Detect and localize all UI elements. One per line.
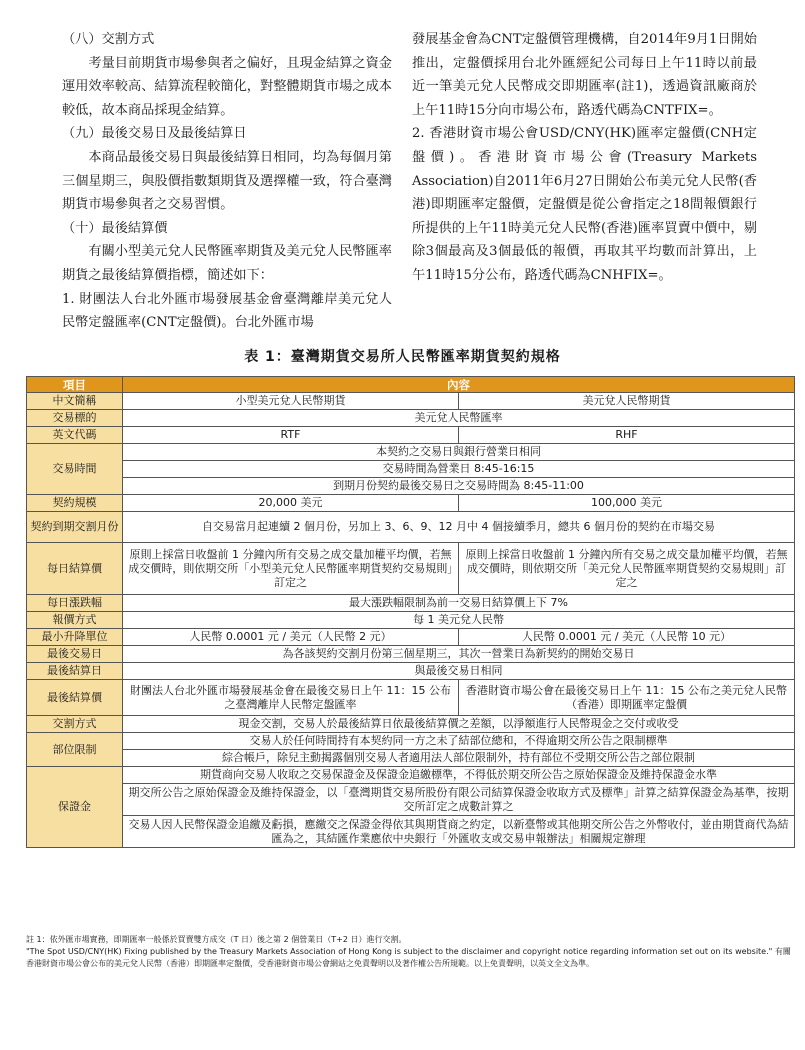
table-row (27, 784, 795, 816)
table-cell: 期貨商向交易人收取之交易保證金及保證金追繳標準，不得低於期交所公告之原始保證金及維持保證金水準 (123, 767, 795, 784)
table-row (27, 393, 795, 410)
contract-spec-table (26, 376, 795, 848)
table-cell: 人民幣 0.0001 元 / 美元（人民幣 10 元） (459, 629, 795, 646)
table-cell: 期交所公告之原始保證金及維持保證金，以「臺灣期貨交易所股份有限公司結算保證金收取方式及標準」計算之結算保證金為基準，按期交所訂定之成數計算之 (123, 784, 795, 816)
table-cell: RTF (123, 427, 459, 444)
table-row (27, 680, 795, 716)
row-label: 最後交易日 (27, 646, 123, 663)
table-cell: 原則上採當日收盤前 1 分鐘內所有交易之成交量加權平均價，若無成交價時，則依期交所「小型美元兌人民幣匯率期貨契約交易規則」訂定之 (123, 543, 459, 595)
footnotes (26, 934, 794, 970)
section-heading-last-trading-day: （九）最後交易日及最後結算日 (62, 126, 247, 142)
footnote-disclaimer: "The Spot USD/CNY(HK) Fixing published by the Treasury Markets Association of Hong Kong is subject to the disclaimer and copyright notice regarding information set out on its website." 有關香港財資市場公會公布的美元兌人民幣（香港）即期匯率定盤價，受香港財資市場公會網站之免責聲明以及著作權公告所規範。以上免責聲明，以英文全文為準。 (26, 947, 791, 968)
table-row (27, 767, 795, 784)
section-heading-final-settlement-price: （十）最後結算價 (62, 220, 168, 236)
table-cell: 美元兌人民幣匯率 (123, 410, 795, 427)
table-row (27, 646, 795, 663)
table-cell: 交易時間為營業日 8:45-16:15 (123, 461, 795, 478)
row-label: 交割方式 (27, 716, 123, 733)
header-content: 內容 (123, 377, 795, 393)
table-cell: 每 1 美元兌人民幣 (123, 612, 795, 629)
table-row (27, 444, 795, 461)
table-row (27, 612, 795, 629)
table-row (27, 663, 795, 680)
paragraph-settlement-method: 考量目前期貨市場參與者之偏好，且現金結算之資金運用效率較高、結算流程較簡化，對整體期貨市場之成本較低，故本商品採現金結算。 (62, 55, 392, 118)
table-cell: 現金交割，交易人於最後結算日依最後結算價之差額，以淨額進行人民幣現金之交付或收受 (123, 716, 795, 733)
footnote-1: 註 1：依外匯市場實務，即期匯率一般係於買賣雙方成交（T 日）後之第 2 個營業日（T+2 日）進行交割。 (26, 935, 407, 944)
row-label: 最後結算價 (27, 680, 123, 716)
table-row (27, 733, 795, 750)
table-row (27, 750, 795, 767)
row-label: 每日結算價 (27, 543, 123, 595)
row-label: 部位限制 (27, 733, 123, 767)
row-label: 中文簡稱 (27, 393, 123, 410)
table-header-row (27, 377, 795, 393)
table-cell: 財團法人台北外匯市場發展基金會在最後交易日上午 11：15 公布之臺灣離岸人民幣定盤匯率 (123, 680, 459, 716)
row-label: 每日漲跌幅 (27, 595, 123, 612)
row-label: 英文代碼 (27, 427, 123, 444)
table-row (27, 543, 795, 595)
table-cell: RHF (459, 427, 795, 444)
table-cell: 自交易當月起連續 2 個月份，另加上 3、6、9、12 月中 4 個接續季月，總共 6 個月份的契約在市場交易 (123, 512, 795, 543)
table-row (27, 716, 795, 733)
section-heading-settlement-method: （八）交割方式 (62, 32, 155, 47)
table-row (27, 629, 795, 646)
table-cell: 本契約之交易日與銀行營業日相同 (123, 444, 795, 461)
table-row (27, 816, 795, 848)
table-cell: 交易人於任何時間持有本契約同一方之未了結部位總和，不得逾期交所公告之限制標準 (123, 733, 795, 750)
table-cell: 交易人因人民幣保證金追繳及虧損，應繳交之保證金得依其與期貨商之約定，以新臺幣或其他期交所公告之外幣收付，並由期貨商代為結匯為之，其結匯作業應依中央銀行「外匯收支或交易申報辦法」相關規定辦理 (123, 816, 795, 848)
row-label: 契約到期交割月份 (27, 512, 123, 543)
table-cell: 100,000 美元 (459, 495, 795, 512)
table-row (27, 427, 795, 444)
row-label: 最後結算日 (27, 663, 123, 680)
table-cell: 原則上採當日收盤前 1 分鐘內所有交易之成交量加權平均價，若無成交價時，則依期交所「美元兌人民幣匯率期貨契約交易規則」訂定之 (459, 543, 795, 595)
table-row (27, 410, 795, 427)
table-cell: 20,000 美元 (123, 495, 459, 512)
table-cell: 小型美元兌人民幣期貨 (123, 393, 459, 410)
paragraph-final-settlement-price: 有關小型美元兌人民幣匯率期貨及美元兌人民幣匯率期貨之最後結算價指標，簡述如下： (62, 244, 392, 283)
paragraph-cnt-fixing-continued: 發展基金會為CNT定盤價管理機構，自2014年9月1日開始推出，定盤價採用台北外匯經紀公司每日上午11時以前最近一筆美元兌人民幣成交即期匯率(註1)，透過資訊廠商於上午11時15分向市場公布，路透代碼為CNTFIX=。 (412, 32, 757, 118)
paragraph-last-trading-day: 本商品最後交易日與最後結算日相同，均為每個月第三個星期三，與股價指數類期貨及選擇權一致，符合臺灣期貨市場參與者之交易習慣。 (62, 149, 392, 213)
table-row (27, 512, 795, 543)
table-cell: 綜合帳戶，除兒主動揭露個別交易人者適用法人部位限制外，持有部位不受期交所公告之部位限制 (123, 750, 795, 767)
row-label: 保證金 (27, 767, 123, 848)
table-row (27, 461, 795, 478)
table-cell: 為各該契約交割月份第三個星期三，其次一營業日為新契約的開始交易日 (123, 646, 795, 663)
right-text-column (412, 28, 757, 288)
table-row (27, 478, 795, 495)
row-label: 契約規模 (27, 495, 123, 512)
table-row (27, 495, 795, 512)
table-cell: 最大漲跌幅限制為前一交易日結算價上下 7% (123, 595, 795, 612)
left-text-column (62, 28, 392, 335)
table-cell: 香港財資市場公會在最後交易日上午 11：15 公布之美元兌人民幣（香港）即期匯率定盤價 (459, 680, 795, 716)
table-cell: 到期月份契約最後交易日之交易時間為 8:45-11:00 (123, 478, 795, 495)
row-label: 最小升降單位 (27, 629, 123, 646)
table-row (27, 595, 795, 612)
paragraph-cnh-fixing: 2. 香港財資市場公會USD/CNY(HK)匯率定盤價(CNH定盤價)。香港財資市場公會(Treasury Markets Association)自2011年6月27日開始公布美元兌人民幣(香港)即期匯率定盤價，定盤價是從公會指定之18間報價銀行所提供的上午11時美元兌人民幣(香港)匯率買賣中價中，剔除3個最高及3個最低的報價，再取其平均數而計算出，上午11時15分公布，路透代碼為CNHFIX=。 (412, 126, 757, 283)
table-cell: 人民幣 0.0001 元 / 美元（人民幣 2 元） (123, 629, 459, 646)
header-item: 項目 (27, 377, 123, 393)
row-label: 交易標的 (27, 410, 123, 427)
table-cell: 美元兌人民幣期貨 (459, 393, 795, 410)
paragraph-cnt-fixing-start: 1. 財團法人台北外匯市場發展基金會臺灣離岸美元兌人民幣定盤匯率(CNT定盤價)。台北外匯市場 (62, 291, 392, 331)
table-cell: 與最後交易日相同 (123, 663, 795, 680)
table-title: 表 1：臺灣期貨交易所人民幣匯率期貨契約規格 (244, 349, 561, 365)
row-label: 交易時間 (27, 444, 123, 495)
row-label: 報價方式 (27, 612, 123, 629)
